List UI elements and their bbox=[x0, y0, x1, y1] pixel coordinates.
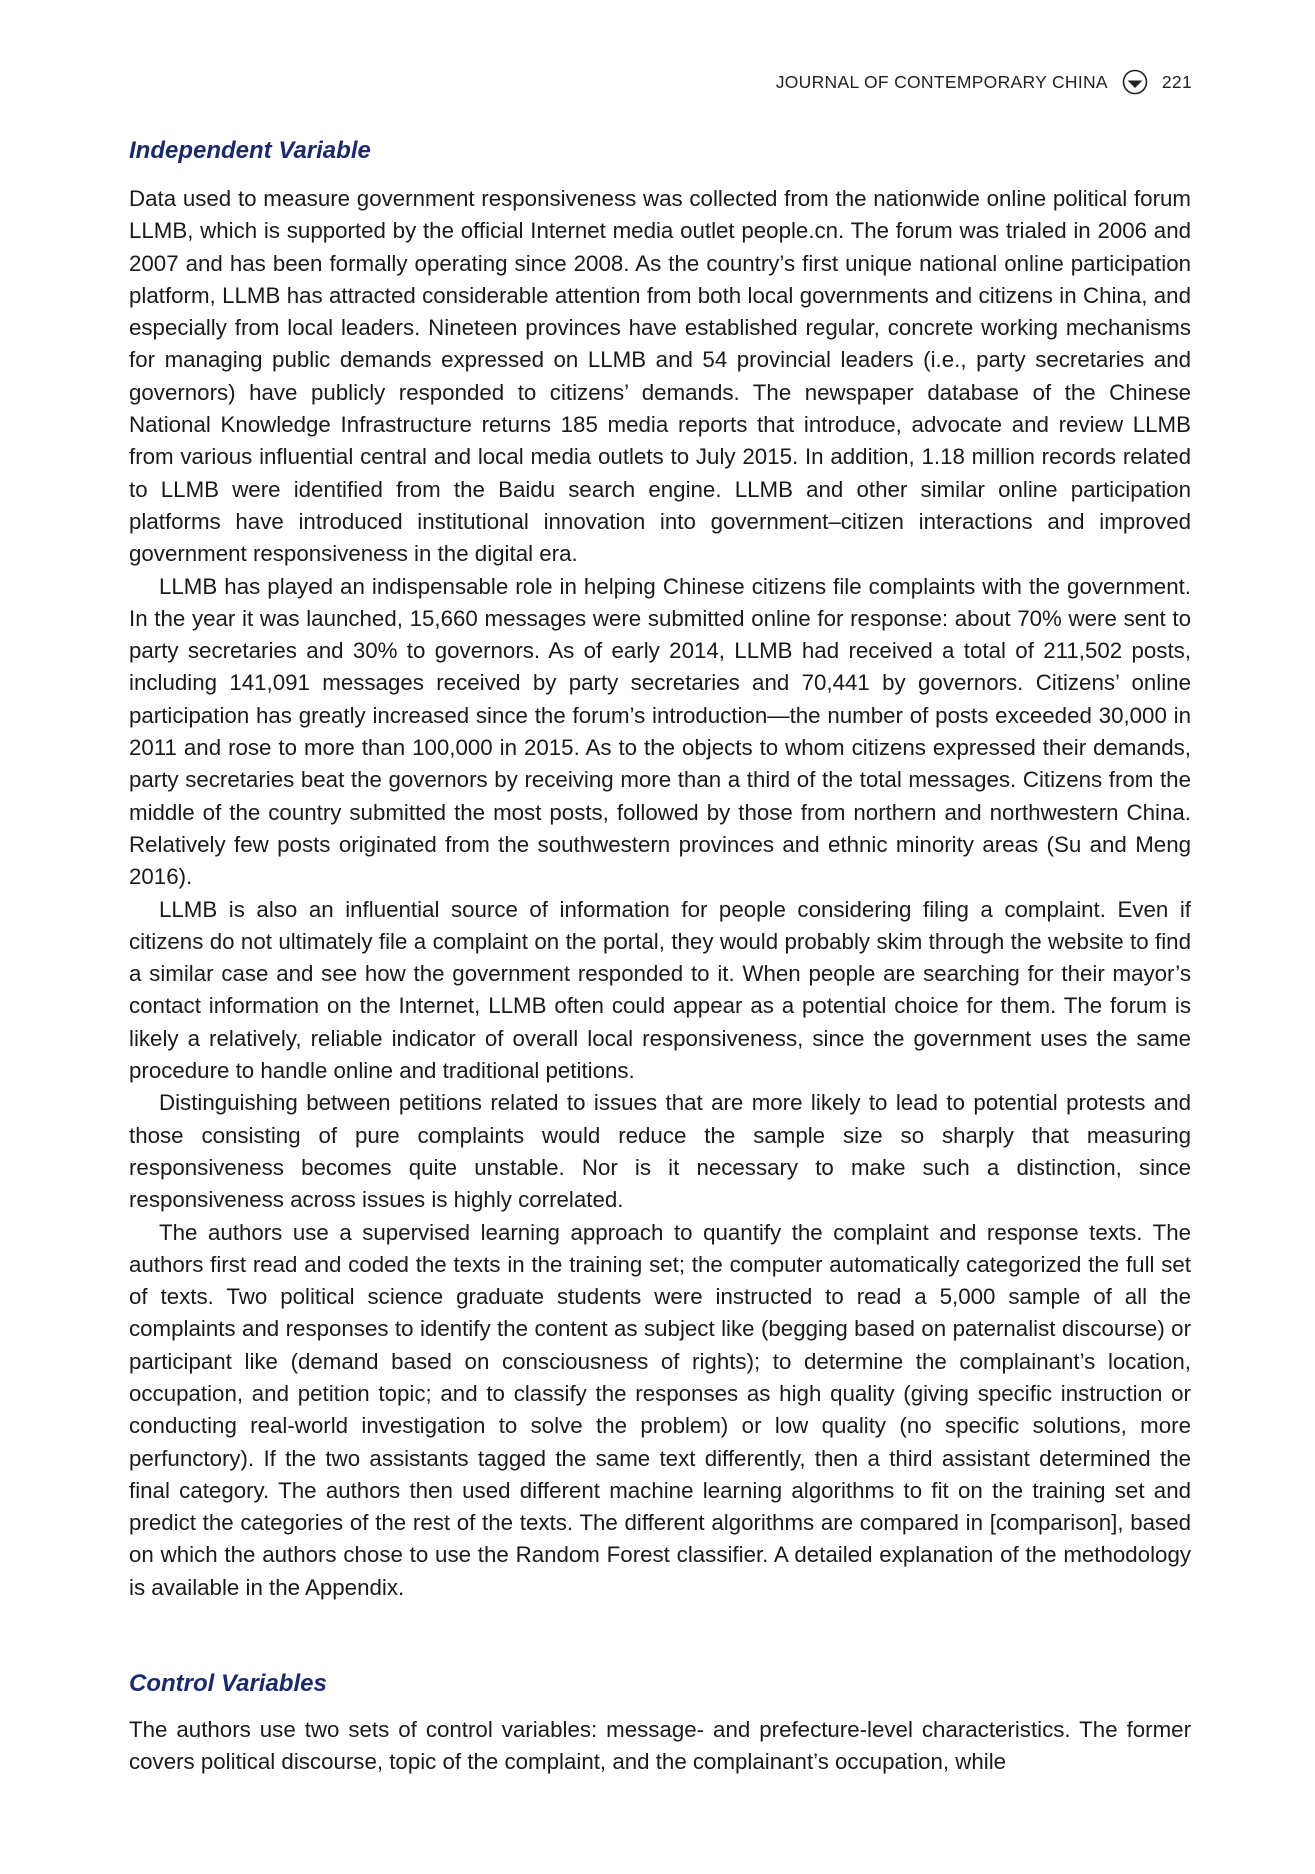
section-heading-control-variables: Control Variables bbox=[129, 1670, 327, 1698]
journal-logo-icon bbox=[1122, 69, 1148, 95]
running-header bbox=[776, 68, 1192, 96]
paragraph: LLMB is also an influential source of information for people considering filing a complaint. Even if citizens do not ultimately file a complaint on the portal, they would probably skim through the website to find a similar case and see how the government responded to it. When people are searching for their mayor’s contact information on the Internet, LLMB often could appear as a potential choice for them. The forum is likely a relatively, reliable indicator of overall local responsiveness, since the government uses the same procedure to handle online and traditional petitions. bbox=[129, 896, 1191, 1084]
paragraph: Distinguishing between petitions related to issues that are more likely to lead to potential protests and those consisting of pure complaints would reduce the sample size so sharply that measuring responsiveness becomes quite unstable. Nor is it necessary to make such a distinction, since responsiveness across issues is highly correlated. bbox=[129, 1090, 1191, 1213]
page-number: 221 bbox=[1161, 71, 1192, 92]
journal-title: JOURNAL OF CONTEMPORARY CHINA bbox=[775, 71, 1108, 92]
paragraph: The authors use two sets of control variables: message- and prefecture-level characteristics. The former covers political discourse, topic of the complaint, and the complainant’s occupation, while bbox=[129, 1717, 1191, 1775]
paragraph: The authors use a supervised learning approach to quantify the complaint and response texts. The authors first read and coded the texts in the training set; the computer automatically categorized the full set of texts. Two political science graduate students were instructed to read a 5,000 sample of all the complaints and responses to identify the content as subject like (begging based on paternalist discourse) or participant like (demand based on consciousness of rights); to determine the complainant’s location, occupation, and petition topic; and to classify the responses as high quality (giving specific instruction or conducting real-world investigation to solve the problem) or low quality (no specific solutions, more perfunctory). If the two assistants tagged the same text differently, then a third assistant determined the final category. The authors then used different machine learning algorithms to fit on the training set and predict the categories of the rest of the texts. The different algorithms are compared in [comparison], based on which the authors chose to use the Random Forest classifier. A detailed explanation of the methodology is available in the Appendix. bbox=[129, 1219, 1191, 1600]
article-body bbox=[129, 133, 1191, 1779]
paragraph: LLMB has played an indispensable role in helping Chinese citizens file complaints with the government. In the year it was launched, 15,660 messages were submitted online for response: about 70% were sent to party secretaries and 30% to governors. As of early 2014, LLMB had received a total of 211,502 posts, including 141,091 messages received by party secretaries and 70,441 by governors. Citizens’ online participation has greatly increased since the forum’s introduction—the number of posts exceeded 30,000 in 2011 and rose to more than 100,000 in 2015. As to the objects to whom citizens expressed their demands, party secretaries beat the governors by receiving more than a third of the total messages. Citizens from the middle of the country submitted the most posts, followed by those from northern and northwestern China. Relatively few posts originated from the southwestern provinces and ethnic minority areas (Su and Meng 2016). bbox=[129, 573, 1191, 890]
paragraph: Data used to measure government responsiveness was collected from the nationwide online political forum LLMB, which is supported by the official Internet media outlet people.cn. The forum was trialed in 2006 and 2007 and has been formally operating since 2008. As the country’s first unique national online participation platform, LLMB has attracted considerable attention from both local governments and citizens in China, and especially from local leaders. Nineteen provinces have established regular, concrete working mechanisms for managing public demands expressed on LLMB and 54 provincial leaders (i.e., party secretaries and governors) have publicly responded to citizens’ demands. The newspaper database of the Chinese National Knowledge Infrastructure returns 185 media reports that introduce, advocate and review LLMB from various influential central and local media outlets to July 2015. In addition, 1.18 million records related to LLMB were identified from the Baidu search engine. LLMB and other similar online participation platforms have introduced institutional innovation into government–citizen interactions and improved government responsiveness in the digital era. bbox=[129, 186, 1191, 567]
section-heading-independent-variable: Independent Variable bbox=[129, 137, 371, 164]
